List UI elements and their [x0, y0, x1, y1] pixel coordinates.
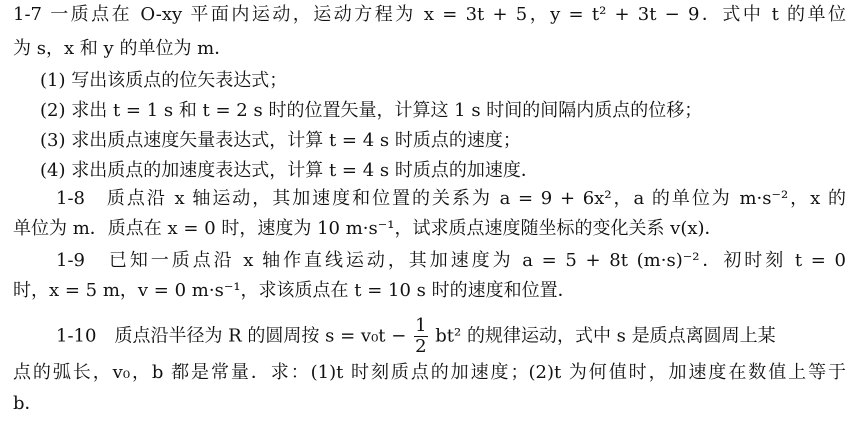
problem-1-9-line-2: 时，x = 5 m，v = 0 m·s⁻¹，求该质点在 t = 10 s 时的速度和位置．	[13, 280, 576, 301]
problem-1-7-part-3: (3) 求出质点速度矢量表达式，计算 t = 4 s 时质点的速度；	[40, 130, 521, 151]
problem-1-10-text-after: bt² 的规律运动，式中 s 是质点离圆周上某	[435, 325, 776, 347]
problem-1-7-line-2: 为 s，x 和 y 的单位为 m．	[13, 38, 233, 59]
problem-1-9-line-1: 1-9 已知一质点沿 x 轴作直线运动，其加速度为 a = 5 + 8t (m·s)⁻²．初时刻 t = 0	[56, 250, 846, 271]
problem-1-7-line-1: 1-7 一质点在 O-xy 平面内运动，运动方程为 x = 3t + 5，y = t² + 3t − 9．式中 t 的单位	[13, 4, 846, 25]
problem-1-8-line-2: 单位为 m．质点在 x = 0 时，速度为 10 m·s⁻¹，试求质点速度随坐标的变化关系 v(x)．	[13, 218, 723, 239]
problem-1-7-part-4: (4) 求出质点的加速度表达式，计算 t = 4 s 时质点的加速度．	[40, 160, 539, 181]
half-fraction	[414, 316, 427, 357]
fraction-numerator: 1	[415, 315, 427, 336]
problem-1-8-line-1: 1-8 质点沿 x 轴运动，其加速度和位置的关系为 a = 9 + 6x²，a 的单位为 m·s⁻²，x 的	[56, 188, 846, 209]
problem-1-7-part-1: (1) 写出该质点的位矢表达式；	[40, 70, 288, 91]
problem-1-10-line-2: 点的弧长，v₀，b 都是常量．求：(1)t 时刻质点的加速度；(2)t 为何值时，加速度在数值上等于	[13, 362, 846, 383]
fraction-denominator: 2	[415, 336, 427, 357]
problem-1-10-text-before: 1-10 质点沿半径为 R 的圆周按 s = v₀t −	[56, 325, 407, 347]
problem-1-10-line-1	[56, 316, 846, 357]
problem-1-7-part-2: (2) 求出 t = 1 s 和 t = 2 s 时的位置矢量，计算这 1 s 时间的间隔内质点的位移；	[40, 100, 703, 121]
problem-1-10-line-3: b．	[13, 393, 43, 414]
